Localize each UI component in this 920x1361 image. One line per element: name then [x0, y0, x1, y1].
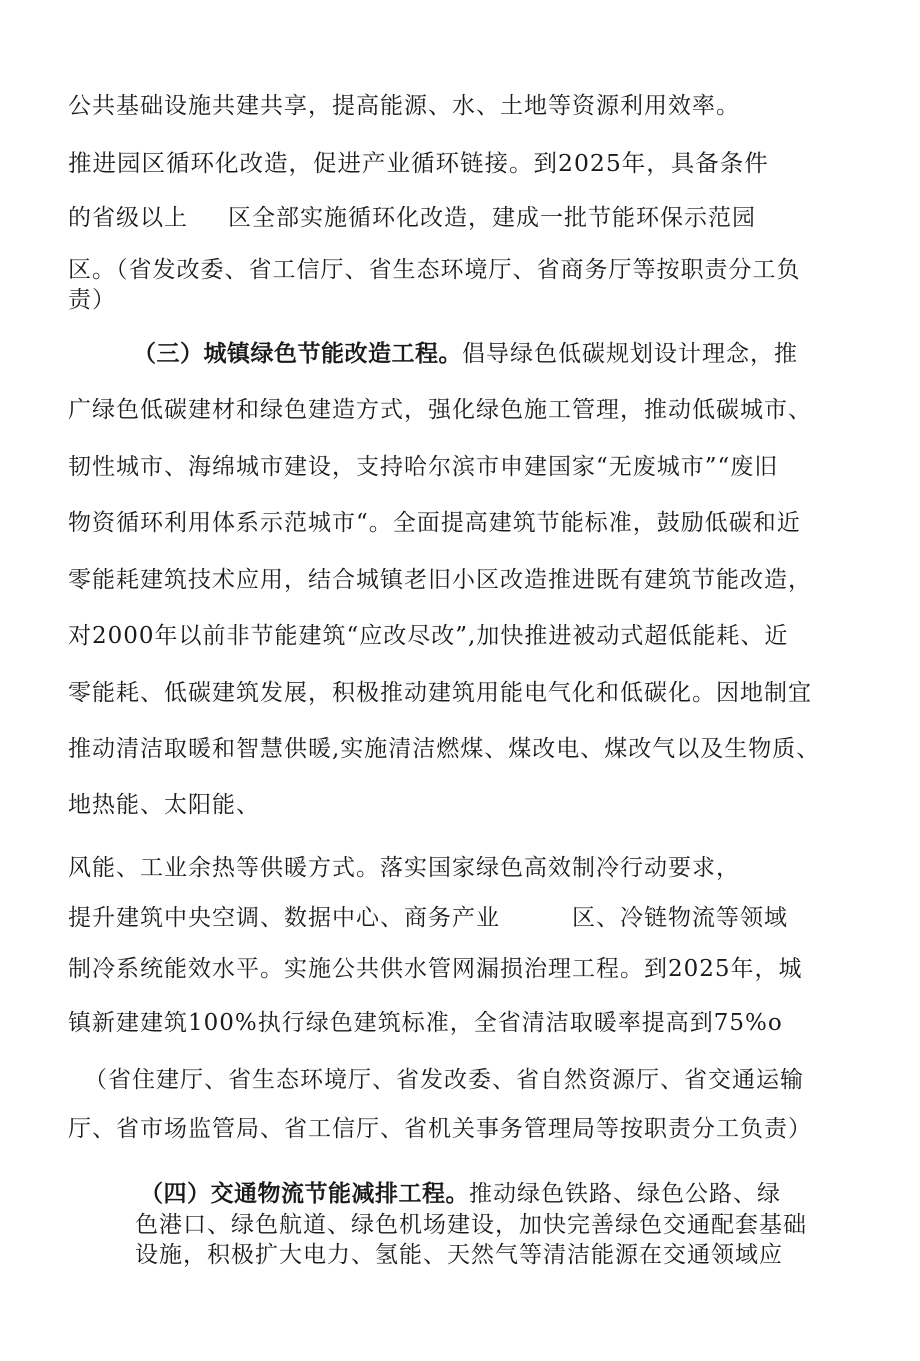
text-line — [68, 203, 756, 233]
text-segment: 的省级以上 — [68, 205, 188, 231]
text-line: 零能耗建筑技术应用，结合城镇老旧小区改造推进既有建筑节能改造， — [68, 567, 812, 593]
section-heading-line — [140, 1179, 781, 1209]
text-line: 色港口、绿色航道、绿色机场建设，加快完善绿色交通配套基础 — [135, 1212, 807, 1238]
text-line: 推进园区循环化改造，促进产业循环链接。到2025年，具备条件 — [68, 149, 769, 177]
text-line: 区。（省发改委、省工信厅、省生态环境厅、省商务厅等按职责分工负 — [68, 257, 801, 283]
text-line: 风能、工业余热等供暖方式。落实国家绿色高效制冷行动要求， — [68, 855, 740, 881]
text-line: 公共基础设施共建共享，提高能源、水、土地等资源利用效率。 — [68, 93, 740, 119]
text-line: （省住建厅、省生态环境厅、省发改委、省自然资源厅、省交通运输 — [84, 1067, 804, 1093]
text-segment: 提升建筑中央空调、数据中心、商务产业 — [68, 905, 500, 931]
text-segment: 区全部实施循环化改造，建成一批节能环保示范园 — [228, 205, 756, 231]
text-line: 责） — [68, 287, 116, 313]
text-line: 物资循环利用体系示范城市“。全面提高建筑节能标准，鼓励低碳和近 — [68, 510, 801, 536]
text-segment: 推动绿色铁路、绿色公路、绿 — [469, 1181, 781, 1207]
text-segment: 倡导绿色低碳规划设计理念，推 — [462, 341, 798, 367]
text-line: 镇新建建筑100%执行绿色建筑标准，全省清洁取暖率提高到75%o — [68, 1010, 783, 1036]
text-line: 韧性城市、海绵城市建设，支持哈尔滨市申建国家“无废城市”“废旧 — [68, 454, 779, 480]
text-line: 制冷系统能效水平。实施公共供水管网漏损治理工程。到2025年，城 — [68, 956, 803, 982]
section-heading: （四）交通物流节能减排工程。 — [140, 1181, 469, 1207]
text-line: 零能耗、低碳建筑发展，积极推动建筑用能电气化和低碳化。因地制宜 — [68, 680, 812, 706]
text-line: 地热能、太阳能、 — [68, 792, 260, 818]
text-line: 推动清洁取暖和智慧供暖,实施清洁燃煤、煤改电、煤改气以及生物质、 — [68, 736, 821, 762]
section-heading-line — [133, 339, 798, 369]
section-heading: （三）城镇绿色节能改造工程。 — [133, 341, 462, 367]
text-line: 厅、省市场监管局、省工信厅、省机关事务管理局等按职责分工负责） — [68, 1116, 812, 1142]
text-line: 设施，积极扩大电力、氢能、天然气等清洁能源在交通领域应 — [135, 1242, 783, 1268]
text-segment: 区、冷链物流等领域 — [572, 905, 788, 931]
text-line: 广绿色低碳建材和绿色建造方式，强化绿色施工管理，推动低碳城市、 — [68, 397, 812, 423]
text-line — [68, 903, 788, 933]
text-line: 对2000年以前非节能建筑“应改尽改”,加快推进被动式超低能耗、近 — [68, 623, 789, 649]
